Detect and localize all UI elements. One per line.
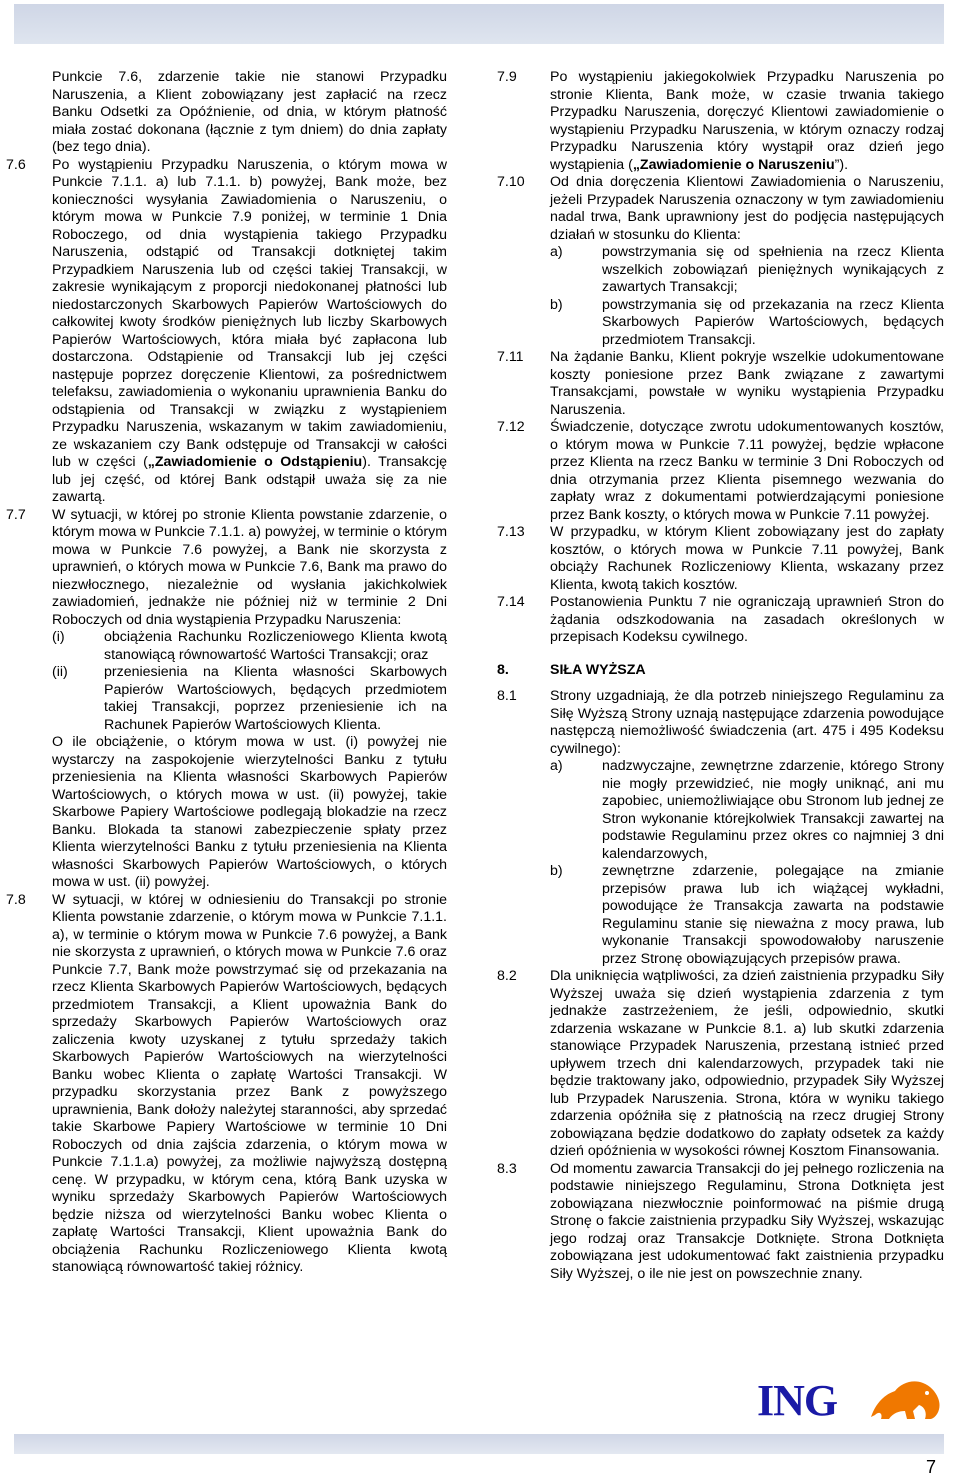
list-item (550, 758, 944, 863)
section-7-6 (6, 157, 447, 507)
continuation-paragraph (6, 69, 447, 157)
section-8-3 (497, 1161, 944, 1284)
section-text: Dla uniknięcia wątpliwości, za dzień zaistnienia przypadku Siły Wyższej uważa się dzień wystąpienia zdarzenia z tym jednakże zastrzeżeniem, że jeśli, odpowiednio, skutki zdarzenia wskazane w Punkcie 8.1. a) lub skutki zdarzenia stanowiące Przypadek Naruszenia, przestaną istnieć przed upływem trzech dni kalendarzowych, przypadek taki nie będzie traktowany jako, odpowiednio, przypadek Siły Wyższej lub Przypadek Naruszenia. Strona, która w wyniku takiego zdarzenia opóźniła się z płatnością na rzecz drugiej Strony zobowiązana będzie dodatkowo do zapłaty odsetek za każdy dzień opóźnienia w wysokości równej Kosztom Finansowania. (550, 968, 944, 1159)
list-text: nadzwyczajne, zewnętrzne zdarzenie, którego Strony nie mogły przewidzieć, nie mogły uniknąć, ani mu zapobiec, uniemożliwiające obu Stronom lub jednej ze Stron wykonanie którejkolwiek Transakcji zawartej na podstawie Regulaminu przez okres co najmniej 3 dni kalendarzowych, (602, 758, 944, 862)
list-label: b) (550, 296, 563, 313)
defined-term: „Zawiadomienie o Odstąpieniu (147, 454, 363, 470)
list-label: b) (550, 863, 563, 879)
list-label: (i) (52, 629, 65, 645)
lion-icon (865, 1377, 943, 1421)
list-item (550, 244, 944, 297)
section-7-11 (497, 349, 944, 419)
section-text-part: ). Transakcję lub jej część, od której Bank odstąpił uważa się za nie zawartą. (52, 454, 447, 505)
footer-band (14, 1434, 944, 1454)
section-7-9 (497, 69, 944, 174)
header-band (14, 4, 944, 44)
section-number: 7.9 (497, 69, 517, 85)
section-7-12 (497, 419, 944, 524)
section-number: 7.10 (497, 174, 525, 190)
section-7-7 (6, 507, 447, 892)
defined-term: „Zawiadomienie o Naruszeniu (632, 156, 835, 173)
section-text: O ile obciążenie, o którym mowa w ust. (i) powyżej nie wystarczy na zaspokojenie wierzytelności Banku z tytułu przeniesienia na Klienta własności Skarbowych Papierów Wartościowych, o których mowa w ust. (ii) powyżej, takie Skarbowe Papiery Wartościowe podlegają blokadzie na rzecz Banku. Blokada ta stanowi zabezpieczenie spłaty przez Klienta wierzytelności Banku z tytułu przeniesienia na Klienta własności Skarbowych Papierów Wartościowych, o których mowa w ust. (ii) powyżej. (52, 734, 447, 890)
section-7-13 (497, 524, 944, 594)
heading-title: SIŁA WYŻSZA (550, 661, 646, 678)
list-label: a) (550, 758, 563, 774)
list-item (550, 863, 944, 968)
list-label: (ii) (52, 664, 68, 680)
section-number: 8.3 (497, 1160, 517, 1177)
list-item (550, 297, 944, 350)
section-number: 8.2 (497, 968, 517, 984)
section-7-10 (497, 174, 944, 349)
section-text: W sytuacji, w której po stronie Klienta powstanie zdarzenie, o którym mowa w Punkcie 7.1.1. a) powyżej, w terminie o którym mowa w Punkcie 7.6 powyżej, a Bank nie skorzysta z uprawnień, o których mowa w Punkcie 7.6, Bank ma prawo do niezwłocznego, niezależnie od wysłania jakichkolwiek zawiadomień, jednakże nie później niż w terminie 2 Dni Roboczych od dnia wystąpienia Przypadku Naruszenia: (52, 506, 448, 628)
section-7-8 (6, 892, 447, 1277)
section-number: 7.6 (6, 156, 26, 173)
section-text: W przypadku, w którym Klient zobowiązany jest do zapłaty kosztów, o których mowa w Punkcie 7.11 powyżej, Bank obciąży Rachunek Rozliczeniowy Klienta, wskazany przez Klienta, kwotą takich kosztów. (550, 524, 944, 593)
list-item (52, 664, 447, 734)
right-column (497, 69, 944, 1283)
section-text: Świadczenie, dotyczące zwrotu udokumentowanych kosztów, o którym mowa w Punkcie 7.11 powyżej, będzie wpłacone przez Klienta na rzecz Banku w terminie 3 Dni Roboczych od dnia otrzymania przez Klienta pisemnego wezwania do zapłaty wraz z dokumentami potwierdzającymi poniesione przez Bank koszty, o których mowa w Punkcie 7.11 powyżej. (550, 419, 944, 523)
list-text: powstrzymania się od przekazania na rzecz Klienta Skarbowych Papierów Wartościowych, będących przedmiotem Transakcji. (602, 296, 944, 348)
section-body (52, 507, 447, 892)
list-item (52, 629, 447, 664)
section-text (550, 69, 944, 174)
section-text: W sytuacji, w której w odniesieniu do Transakcji po stronie Klienta powstanie zdarzenie, o którym mowa w Punkcie 7.1.1. a), w terminie o którym mowa w Punkcie 7.6 powyżej, a Bank nie skorzysta z uprawnień, o których mowa w Punkcie 7.6 oraz Punkcie 7.7, Bank może powstrzymać się od przekazania na rzecz Klienta Skarbowych Papierów Wartościowych, będących przedmiotem Transakcji, a Klient upoważnia Bank do sprzedaży Skarbowych Papierów Wartościowych oraz zaliczenia kwoty uzyskanej z tytułu sprzedaży takich Skarbowych Papierów Wartościowych na wierzytelności Banku wobec Klienta o zapłatę Wartości Transakcji. W przypadku skorzystania przez Bank z powyższego uprawnienia, Bank dołoży należytej staranności, aby sprzedać takie Skarbowe Papiery Wartościowe w terminie 10 Dni Roboczych od dnia zajścia zdarzenia, o którym mowa w Punkcie 7.1.1.a) powyżej, za możliwie najwyższą dostępną cenę. W przypadku, w którym cena, którą Bank uzyska w wyniku sprzedaży Skarbowych Papierów Wartościowych będzie niższa od wierzytelności Banku wobec Klienta o zapłatę Wartości Transakcji, Klient upoważnia Bank do obciążenia Rachunku Rozliczeniowego Klienta kwotą stanowiącą równowartość takiej różnicy. (52, 891, 447, 1275)
section-7-14 (497, 594, 944, 647)
ing-logo (757, 1376, 943, 1425)
section-number: 7.13 (497, 524, 525, 540)
section-text: Od momentu zawarcia Transakcji do jej pełnego rozliczenia na podstawie niniejszego Regulaminu, Strona Dotknięta jest zobowiązana niezwłocznie poinformować na piśmie drugą Stronę o fakcie zaistnienia przypadku Siły Wyższej, wskazując jego rodzaj oraz Transakcje Dotknięte. Strona Dotknięta zobowiązana jest udokumentować fakt zaistnienia przypadku Siły Wyższej, o ile nie jest on powszechnie znany. (550, 1160, 944, 1282)
section-8-2 (497, 968, 944, 1161)
section-text-part: ”). (834, 156, 849, 173)
section-number: 7.12 (497, 419, 525, 435)
section-text: Od dnia doręczenia Klientowi Zawiadomienia o Naruszeniu, jeżeli Przypadek Naruszenia oznaczony w tym zawiadomieniu nadal trwa, Bank uprawniony jest do podjęcia następujących działań w stosunku do Klienta: (550, 174, 944, 243)
list-text: obciążenia Rachunku Rozliczeniowego Klienta kwotą stanowiącą równowartość Wartości Transakcji; oraz (104, 629, 447, 663)
section-text (52, 157, 447, 507)
logo-text: ING (757, 1376, 838, 1425)
section-number: 7.8 (6, 891, 26, 908)
section-text: Strony uzgadniają, że dla potrzeb niniejszego Regulaminu za Siłę Wyższą Strony uznają następujące zdarzenia powodujące następczą niemożliwość świadczenia (art. 475 i 495 Kodeksu cywilnego): (550, 688, 944, 757)
section-text-part: Po wystąpieniu Przypadku Naruszenia, o którym mowa w Punkcie 7.1.1. a) lub 7.1.1. b) powyżej, Bank może, bez konieczności wysyłania Zawiadomienia o Naruszeniu, o którym mowa w Punkcie 7.9 poniżej, w terminie 1 Dnia Roboczego, od dnia wystąpienia takiego Przypadku Naruszenia, odstąpić od Transakcji dotkniętej takim Przypadkiem Naruszenia lub od części takiej Transakcji, w zakresie wynikającym z proporcji niedokonanej płatności lub niedostarczonych Skarbowych Papierów Wartościowych do całkowitej kwoty środków pieniężnych lub liczby Skarbowych Papierów Wartościowych, która miała być zapłacona lub dostarczona. Odstąpienie od Transakcji lub jej części następuje poprzez doręczenie Klientowi, za pośrednictwem telefaksu, zawiadomienia o wykonaniu uprawnienia Banku do odstąpienia od Transakcji w związku z wystąpieniem Przypadku Naruszenia, wskazanym w takim zawiadomieniu, ze wskazaniem czy Bank odstępuje od Transakcji w całości lub w części ( (52, 156, 447, 470)
section-body (550, 688, 944, 968)
left-column (6, 69, 447, 1277)
list-text: powstrzymania się od spełnienia na rzecz Klienta wszelkich zobowiązań pieniężnych wynikających z zawartych Transakcji; (602, 244, 944, 295)
section-number: 7.11 (497, 349, 524, 365)
section-number: 7.7 (6, 506, 26, 523)
section-number: 7.14 (497, 594, 525, 610)
section-text: Na żądanie Banku, Klient pokryje wszelkie udokumentowane koszty poniesione przez Bank związane z zawartymi Transakcjami, powstałe w wyniku wystąpienia Przypadku Naruszenia. (550, 349, 944, 418)
section-text: Postanowienia Punktu 7 nie ograniczają uprawnień Stron do żądania odszkodowania na zasadach określonych w przepisach Kodeksu cywilnego. (550, 594, 944, 645)
section-8-1 (497, 688, 944, 968)
section-number: 8.1 (497, 688, 517, 704)
list-label: a) (550, 244, 563, 260)
list-text: przeniesienia na Klienta własności Skarbowych Papierów Wartościowych, będących przedmiotem takiej Transakcji, poprzez przeniesienie ich na Rachunek Papierów Wartościowych Klienta. (104, 664, 447, 733)
section-heading-8 (497, 662, 944, 680)
continuation-text: Punkcie 7.6, zdarzenie takie nie stanowi Przypadku Naruszenia, a Klient zobowiązany jest zapłacić na rzecz Banku Odsetki za Opóźnienie, od dnia, w którym płatność miała zostać dokonana (łącznie z tym dniem) do dnia zapłaty (bez tego dnia). (52, 69, 447, 155)
heading-number: 8. (497, 661, 509, 678)
page-number: 7 (926, 1457, 937, 1477)
section-body (550, 174, 944, 349)
section-text-part: Po wystąpieniu jakiegokolwiek Przypadku Naruszenia po stronie Klienta, Bank może, w czasie trwania takiego Przypadku Naruszenia, doręczyć Klientowi zawiadomienie o wystąpieniu Przypadku Naruszenia, w którym oznaczy rodzaj Przypadku Naruszenia który wystąpił oraz dzień jego wystąpienia ( (550, 69, 944, 173)
list-text: zewnętrzne zdarzenie, polegające na zmianie przepisów prawa lub ich wiążącej wykładni, powodujące że Transakcja zawarta na podstawie Regulaminu stanie się nieważna z mocy prawa, lub wykonanie Transakcji spowodowałoby naruszenie przez Stronę obowiązujących przepisów prawa. (602, 863, 944, 967)
